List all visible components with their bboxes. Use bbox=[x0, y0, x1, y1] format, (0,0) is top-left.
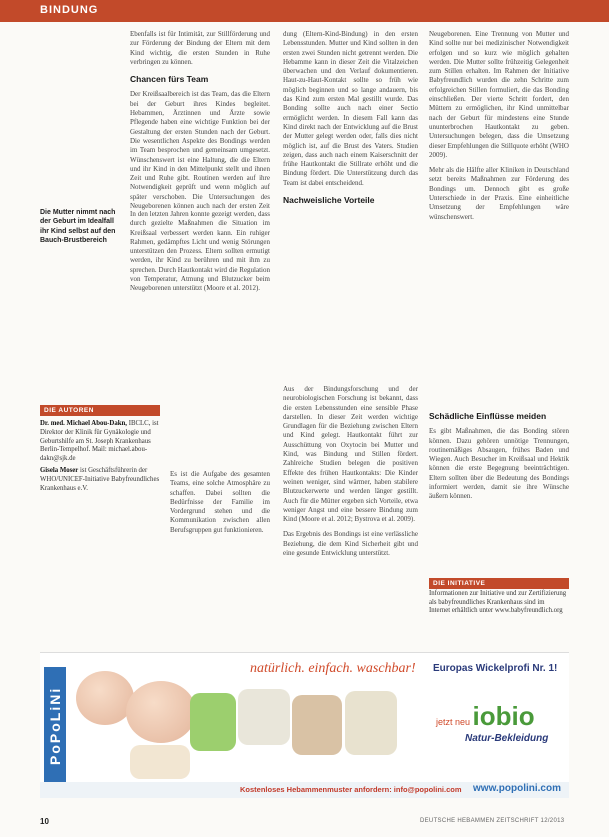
column-2-top bbox=[283, 30, 418, 360]
column-1-bottom bbox=[170, 470, 270, 645]
baby-photo-2 bbox=[126, 681, 196, 743]
baby-clothing-image bbox=[130, 745, 190, 779]
col2-body2: Aus der Bindungsforschung und der neurobiologischen Forschung ist bekannt, dass die ersten Lebensstunden eine sensible Phase darstellen. In dieser Zeit werden wichtige Grundlagen für die Beziehung zwischen Eltern und Kind gelegt. Hautkontakt führt zur Ausschüttung von Oxytocin bei Mutter und Kind, was Bindung und Stillen fördert. Zahlreiche Studien belegen die positiven Effekte des frühen Hautkontakts: Die Kinder weinen weniger, sind wärmer, haben stabilere Blutzuckerwerte und werden länger gestillt. Auch für die Mütter ergeben sich Vorteile, etwa weniger Angst und eine bessere Bindung zum Kind (Moore et al. 2012; Bystrova et al. 2009). bbox=[283, 385, 418, 524]
diaper-white-image bbox=[238, 689, 290, 745]
author-1-name: Dr. med. Michael Abou-Dakn, bbox=[40, 420, 127, 427]
ad-headline: Europas Wickelprofi Nr. 1! bbox=[433, 663, 558, 674]
column-1-top bbox=[130, 30, 270, 210]
col3-body: Neugeborenen. Eine Trennung von Mutter und Kind sollte nur bei medizinischer Notwendigkeit erfolgen und so kurz wie möglich gehalten werden. Die Mutter sollte frühzeitig Gelegenheit zum Stillen erhalten. Im Rahmen der Initiative Babyfreundlich wurden die zehn Schritte zum erfolgreichen Stillen formuliert, die das Bonding einschließen. Der vierte Schritt fordert, den Müttern zu ermöglichen, ihr Kind unmittelbar nach der Geburt für mindestens eine Stunde ununterbrochen Hautkontakt zu geben. Untersuchungen belegen, dass die Umsetzung dieser Empfehlungen die Stillquote erhöht (WHO 2009). bbox=[429, 30, 569, 159]
popolini-logo: PoPoLiNi bbox=[44, 667, 66, 785]
diaper-print-image bbox=[345, 691, 397, 755]
authors-box-title: DIE AUTOREN bbox=[40, 405, 160, 416]
photo-caption: Die Mutter nimmt nach der Geburt im Idealfall ihr Kind selbst auf den Bauch-Brustbereich bbox=[40, 209, 116, 245]
heading-schaedliche: Schädliche Einflüsse meiden bbox=[429, 412, 547, 421]
col1-intro: Ebenfalls ist für Intimität, zur Stillförderung und zur Förderung der Bindung der Eltern mit dem Kind wichtig, die ersten Stunden in Ruhe verbringen zu können. bbox=[130, 30, 270, 66]
ad-url[interactable]: www.popolini.com bbox=[473, 783, 561, 794]
col1-body2: In den letzten Jahren konnte gezeigt werden, dass durch gezielte Maßnahmen die Situation im Kreißsaal verbessert werden kann. Ein ruhiger Rahmen, gedämpftes Licht und wenig Störungen unterstützen den Prozess. Eltern sollten ermutigt werden, ihr Kind zu berühren und mit ihm zu sprechen. Durch Hautkontakt wird die Regulation von Temperatur, Atmung und Blutzucker beim Neugeborenen unterstützt (Moore et al. 2012). bbox=[130, 210, 270, 293]
heading-vorteile: Nachweisliche Vorteile bbox=[283, 195, 375, 206]
col2-body: dung (Eltern-Kind-Bindung) in den ersten Lebensstunden. Mutter und Kind sollten in den ersten zwei Stunden nicht getrennt werden. Die Hebamme kann in dieser Zeit die Vitalzeichen überwachen und den Verlauf dokumentieren. Haut-zu-Haut-Kontakt sollte so früh wie möglich beginnen und so lange andauern, bis das Kind zum ersten Mal gestillt wurde. Das Bonding sollte auch nach einer Sectio ermöglicht werden. In diesem Fall kann das Kind direkt nach der Entwicklung auf die Brust der Mutter gelegt werden oder, falls dies nicht möglich ist, auf die Brust des Vaters. Studien zeigen, dass auch nach einem Kaiserschnitt der frühe Hautkontakt die Stillrate erhöht und die Bindung fördert. Die Unterstützung durch das Team ist dabei entscheidend. bbox=[283, 30, 418, 187]
iobio-brand: iobio bbox=[472, 701, 535, 731]
authors-box bbox=[40, 420, 160, 496]
baby-photo-1 bbox=[76, 671, 134, 725]
heading-chancen: Chancen fürs Team bbox=[130, 74, 209, 85]
column-3-top bbox=[429, 30, 569, 405]
author-2-text: ist Geschäftsführerin der WHO/UNICEF-Initiative Babyfreundliches Krankenhaus e.V. bbox=[40, 466, 160, 492]
ad-footer-bar bbox=[40, 782, 569, 798]
advertisement bbox=[40, 652, 569, 798]
col3-body3: Es gibt Maßnahmen, die das Bonding stören können. Dazu gehören unnötige Trennungen, routinemäßiges Absaugen, frühes Baden und Wiegen. Auch Besucher im Kreißsaal und Hektik können die erste Begegnung beeinträchtigen. Eltern sollten über die Bedeutung des Bondings informiert werden, damit sie ihre Wünsche äußern können. bbox=[429, 427, 569, 501]
page-number: 10 bbox=[40, 817, 49, 826]
author-2-name: Gisela Moser bbox=[40, 466, 79, 474]
section-title: BINDUNG bbox=[40, 4, 99, 16]
initiative-box: Informationen zur Initiative und zur Zertifizierung als babyfreundliches Krankenhaus sind im Internet erhältlich unter www.babyfreundlich.org bbox=[429, 590, 567, 615]
col3-body2: Mehr als die Hälfte aller Kliniken in Deutschland setzt bereits Maßnahmen zur Förderung des Bondings um. Dennoch gibt es große Unterschiede in der Praxis. Eine einheitliche Umsetzung der Empfehlungen wäre wünschenswert. bbox=[429, 166, 569, 221]
page-footer: DEUTSCHE HEBAMMEN ZEITSCHRIFT 12/2013 bbox=[420, 818, 565, 824]
ad-sample-offer: Kostenloses Hebammenmuster anfordern: info@popolini.com bbox=[240, 785, 462, 794]
col1-body: Der Kreißsaalbereich ist das Team, das die Eltern bei der Geburt ihres Kindes begleitet. Hebammen, Ärztinnen und Ärzte sowie Pflegende haben eine wichtige Funktion bei der Gestaltung der ersten Stunden nach der Geburt. Die wesentlichen Aspekte des Bondings werden im Team besprochen und gemeinsam umgesetzt. Wünschenswert ist eine Haltung, die die Eltern und ihr Kind in den Mittelpunkt stellt und ihnen Zeit und Ruhe gibt. Routinen werden auf ihre Notwendigkeit geprüft und wenn möglich auf später verschoben. Die Untersuchungen des Neugeborenen können auch nach der ersten Zeit bbox=[130, 90, 270, 210]
ad-natur-bekleidung: Natur-Bekleidung bbox=[465, 733, 549, 744]
iobio-logo bbox=[436, 701, 535, 732]
iobio-new-label: jetzt neu bbox=[436, 717, 471, 727]
col2-body3: Das Ergebnis des Bondings ist eine verlässliche Beziehung, die dem Kind Sicherheit gibt und eine gesunde Entwicklung unterstützt. bbox=[283, 530, 418, 558]
col1-body3: Es ist die Aufgabe des gesamten Teams, eine solche Atmosphäre zu schaffen. Dabei sollten die Bedürfnisse der Familie im Vordergrund stehen und die Kommunikation zwischen allen Berufsgruppen gut funktionieren. bbox=[170, 470, 270, 534]
diaper-green-image bbox=[190, 693, 236, 751]
initiative-box-title: DIE INITIATIVE bbox=[429, 578, 569, 589]
diaper-beige-image bbox=[292, 695, 342, 755]
ad-slogan: natürlich. einfach. waschbar! bbox=[250, 661, 416, 676]
column-2-bottom bbox=[283, 385, 418, 650]
author-1-text: IBCLC, ist Direktor der Klinik für Gynäkologie und Geburtshilfe am St. Joseph Krankenhaus Berlin-Tempelhof. Mail: michael.abou-dakn@sjk.de bbox=[40, 420, 159, 463]
column-3-mid bbox=[429, 412, 569, 577]
section-header-bar bbox=[0, 0, 609, 22]
